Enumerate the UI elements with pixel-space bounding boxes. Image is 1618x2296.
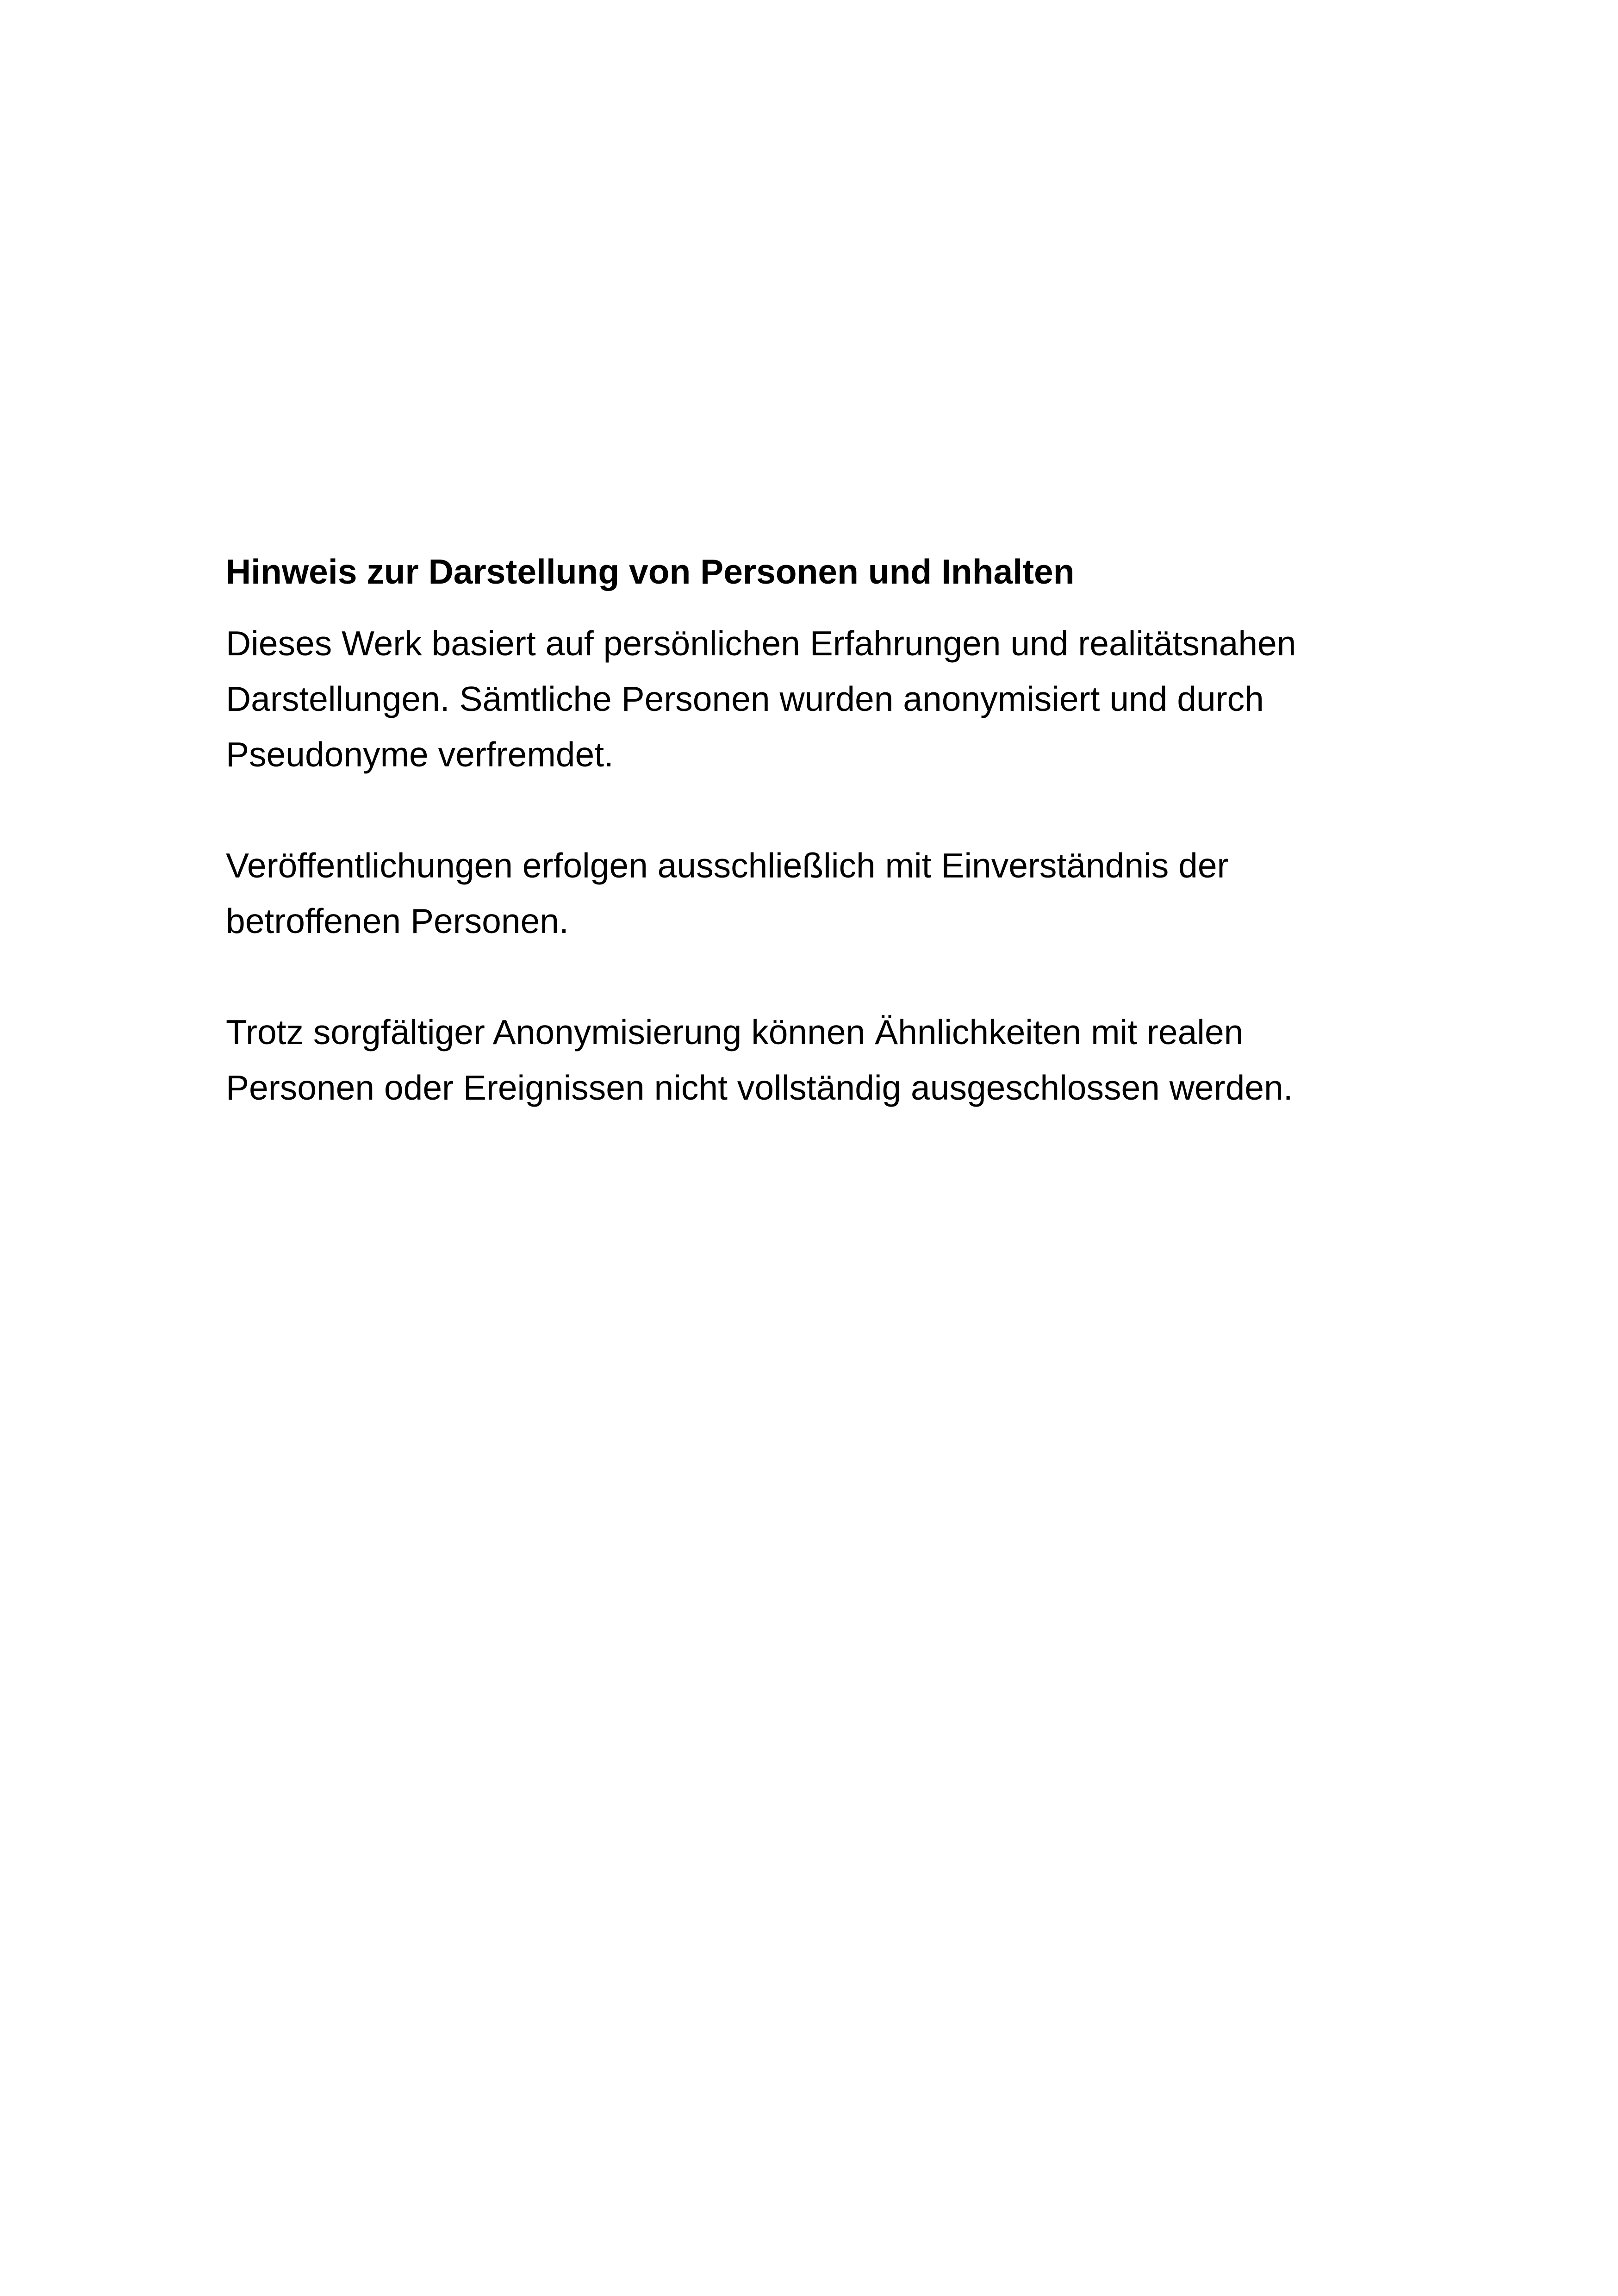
paragraph-line: Pseudonyme verfremdet.	[226, 735, 614, 774]
paragraph-line: Dieses Werk basiert auf persönlichen Erfahrungen und realitätsnahen	[226, 624, 1296, 663]
paragraph-similarity-disclaimer	[226, 1004, 1411, 1115]
notice-title: Hinweis zur Darstellung von Personen und Inhalten	[226, 552, 1075, 591]
paragraph-line: Personen oder Ereignissen nicht vollständig ausgeschlossen werden.	[226, 1068, 1293, 1107]
paragraph-line: betroffenen Personen.	[226, 902, 569, 940]
notice-section	[226, 551, 1411, 1115]
paragraph-consent	[226, 838, 1411, 949]
paragraph-line: Darstellungen. Sämtliche Personen wurden anonymisiert und durch	[226, 679, 1264, 718]
paragraph-line: Trotz sorgfältiger Anonymisierung können Ähnlichkeiten mit realen	[226, 1013, 1244, 1052]
paragraph-line: Veröffentlichungen erfolgen ausschließlich mit Einverständnis der	[226, 846, 1229, 885]
notice-body	[226, 616, 1411, 1115]
paragraph-experience-basis	[226, 616, 1411, 782]
